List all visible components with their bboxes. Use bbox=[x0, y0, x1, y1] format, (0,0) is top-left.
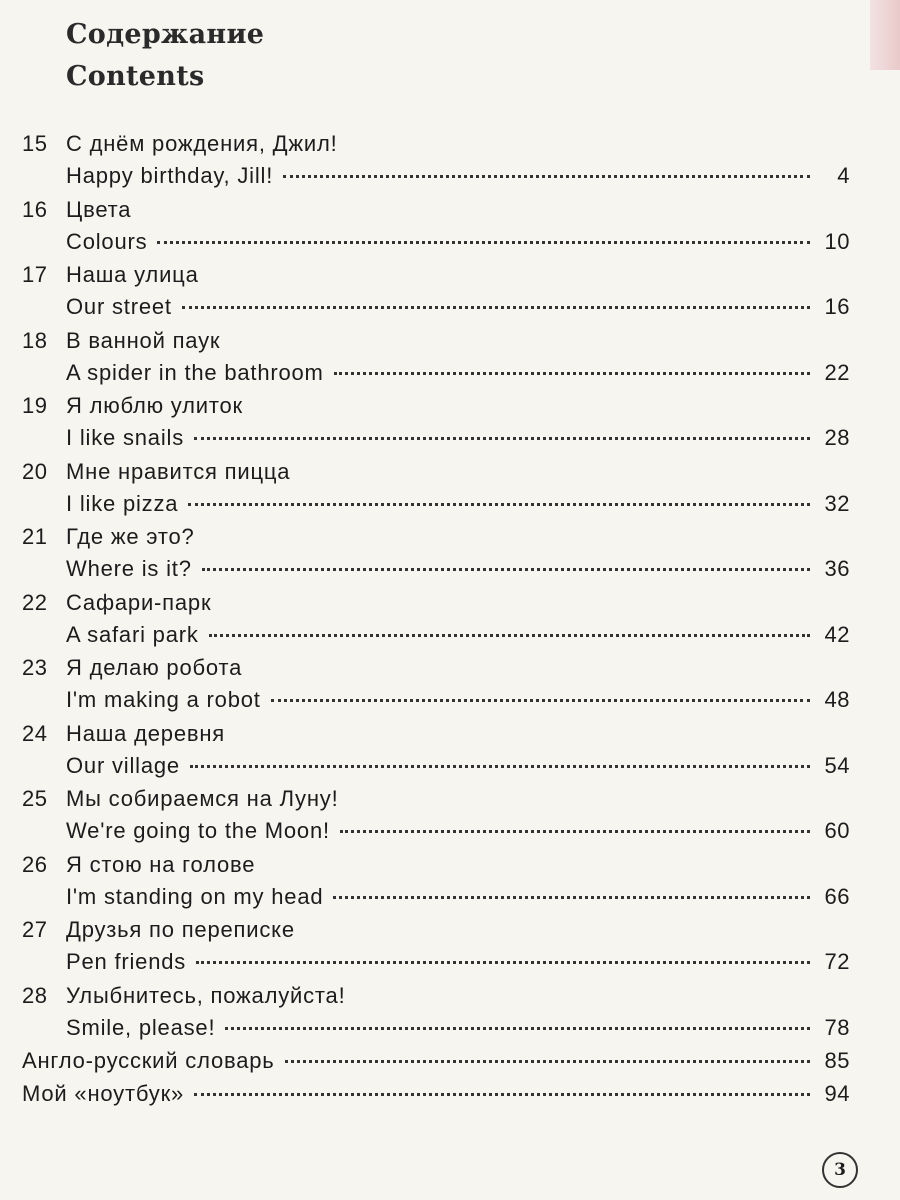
leader-row bbox=[22, 1078, 850, 1110]
unit-number: 17 bbox=[22, 262, 48, 287]
table-of-contents bbox=[0, 128, 900, 1111]
leader-row bbox=[66, 226, 850, 258]
unit-number: 22 bbox=[22, 589, 48, 615]
dot-leader bbox=[196, 961, 810, 964]
dot-leader bbox=[209, 634, 810, 637]
entry-ru-line bbox=[0, 128, 850, 160]
dot-leader bbox=[334, 372, 810, 375]
entry-ru-line bbox=[0, 587, 850, 619]
entry-en-line bbox=[0, 815, 850, 847]
unit-title-en: Colours bbox=[66, 228, 148, 254]
dot-leader bbox=[225, 1027, 810, 1030]
entry-ru-line bbox=[0, 914, 850, 946]
toc-extras bbox=[0, 1045, 900, 1110]
entry-en-line bbox=[0, 357, 850, 389]
unit-page: 10 bbox=[824, 228, 850, 254]
dot-leader bbox=[283, 175, 810, 178]
unit-title-en: We're going to the Moon! bbox=[66, 818, 330, 843]
unit-title-en: I'm making a robot bbox=[66, 687, 261, 712]
unit-title-en: A spider in the bathroom bbox=[66, 359, 324, 385]
extra-line bbox=[0, 1078, 850, 1110]
toc-entry[interactable] bbox=[0, 390, 900, 456]
entry-en-line bbox=[0, 1012, 850, 1044]
leader-row bbox=[66, 291, 850, 323]
unit-title-ru: Я люблю улиток bbox=[66, 393, 243, 418]
entry-en-line bbox=[0, 946, 850, 978]
unit-page: 28 bbox=[824, 425, 850, 450]
entry-en-line bbox=[0, 553, 850, 585]
leader-row bbox=[66, 1012, 850, 1044]
unit-title-ru: Цвета bbox=[66, 196, 132, 222]
unit-title-en: Pen friends bbox=[66, 949, 187, 974]
leader-row bbox=[66, 422, 850, 454]
leader-row bbox=[66, 881, 850, 913]
entry-en-line bbox=[0, 422, 850, 454]
unit-title-en: Smile, please! bbox=[66, 1014, 216, 1040]
unit-page: 32 bbox=[824, 490, 850, 516]
entry-en-line bbox=[0, 881, 850, 913]
toc-entry[interactable] bbox=[0, 456, 900, 522]
extra-title: Мой «ноутбук» bbox=[22, 1081, 185, 1106]
unit-number: 27 bbox=[22, 917, 48, 942]
unit-title-en: Our village bbox=[66, 752, 180, 778]
dot-leader bbox=[182, 306, 810, 309]
unit-number: 24 bbox=[22, 720, 48, 746]
unit-number: 18 bbox=[22, 327, 48, 353]
leader-row bbox=[66, 946, 850, 978]
unit-title-en: I like pizza bbox=[66, 490, 179, 516]
toc-entry[interactable] bbox=[0, 587, 900, 653]
toc-entry[interactable] bbox=[0, 849, 900, 915]
unit-number: 21 bbox=[22, 524, 48, 549]
entry-en-line bbox=[0, 291, 850, 323]
unit-title-en: Happy birthday, Jill! bbox=[66, 163, 274, 188]
dot-leader bbox=[285, 1060, 810, 1063]
extra-line bbox=[0, 1045, 850, 1077]
toc-entry[interactable] bbox=[0, 194, 900, 260]
unit-title-ru: Где же это? bbox=[66, 524, 195, 549]
entry-ru-line bbox=[0, 456, 850, 488]
unit-title-ru: Улыбнитесь, пожалуйста! bbox=[66, 982, 346, 1008]
entry-ru-line bbox=[0, 652, 850, 684]
unit-page: 48 bbox=[824, 687, 850, 712]
unit-number: 26 bbox=[22, 851, 48, 877]
entry-en-line bbox=[0, 619, 850, 651]
leader-row bbox=[66, 553, 850, 585]
dot-leader bbox=[340, 830, 810, 833]
toc-entry[interactable] bbox=[0, 521, 900, 587]
unit-title-ru: Сафари-парк bbox=[66, 589, 212, 615]
unit-title-en: I like snails bbox=[66, 425, 184, 450]
entry-ru-line bbox=[0, 783, 850, 815]
unit-page: 16 bbox=[824, 294, 850, 319]
entry-ru-line bbox=[0, 521, 850, 553]
unit-page: 36 bbox=[824, 556, 850, 581]
unit-title-en: Where is it? bbox=[66, 556, 192, 581]
toc-entry[interactable] bbox=[0, 914, 900, 980]
leader-row bbox=[66, 684, 850, 716]
unit-title-en: A safari park bbox=[66, 621, 199, 647]
unit-page: 78 bbox=[824, 1014, 850, 1040]
leader-row bbox=[66, 815, 850, 847]
unit-title-en: Our street bbox=[66, 294, 172, 319]
toc-entries bbox=[0, 128, 900, 1045]
unit-number: 28 bbox=[22, 982, 48, 1008]
unit-title-en: I'm standing on my head bbox=[66, 883, 324, 909]
leader-row bbox=[66, 619, 850, 651]
page-edge-decoration bbox=[870, 0, 900, 70]
toc-entry[interactable] bbox=[0, 128, 900, 194]
entry-en-line bbox=[0, 684, 850, 716]
entry-ru-line bbox=[0, 718, 850, 750]
unit-page: 54 bbox=[824, 752, 850, 778]
dot-leader bbox=[188, 503, 810, 506]
unit-page: 42 bbox=[824, 621, 850, 647]
dot-leader bbox=[194, 437, 810, 440]
unit-title-ru: Я стою на голове bbox=[66, 851, 256, 877]
toc-entry[interactable] bbox=[0, 259, 900, 325]
page-title bbox=[66, 14, 264, 98]
entry-en-line bbox=[0, 160, 850, 192]
extra-page: 94 bbox=[824, 1081, 850, 1106]
unit-number: 25 bbox=[22, 786, 48, 811]
unit-title-ru: С днём рождения, Джил! bbox=[66, 131, 338, 156]
toc-entry[interactable] bbox=[0, 325, 900, 391]
unit-page: 4 bbox=[837, 163, 850, 188]
dot-leader bbox=[271, 699, 810, 702]
unit-title-ru: Наша деревня bbox=[66, 720, 226, 746]
toc-extra-entry[interactable] bbox=[0, 1045, 900, 1077]
page-number: 3 bbox=[822, 1152, 858, 1188]
dot-leader bbox=[333, 896, 810, 899]
extra-title: Англо-русский словарь bbox=[22, 1048, 275, 1073]
unit-page: 66 bbox=[824, 883, 850, 909]
unit-title-ru: Друзья по переписке bbox=[66, 917, 295, 942]
leader-row bbox=[66, 357, 850, 389]
unit-number: 15 bbox=[22, 131, 48, 156]
dot-leader bbox=[157, 241, 810, 244]
unit-page: 60 bbox=[824, 818, 850, 843]
entry-ru-line bbox=[0, 849, 850, 881]
unit-title-ru: В ванной паук bbox=[66, 327, 221, 353]
unit-title-ru: Мне нравится пицца bbox=[66, 458, 291, 484]
entry-en-line bbox=[0, 226, 850, 258]
toc-entry[interactable] bbox=[0, 652, 900, 718]
unit-number: 23 bbox=[22, 655, 48, 680]
entry-ru-line bbox=[0, 390, 850, 422]
unit-title-ru: Наша улица bbox=[66, 262, 199, 287]
dot-leader bbox=[190, 765, 810, 768]
dot-leader bbox=[194, 1093, 810, 1096]
unit-page: 22 bbox=[824, 359, 850, 385]
extra-page: 85 bbox=[824, 1048, 850, 1073]
toc-entry[interactable] bbox=[0, 980, 900, 1046]
title-ru: Содержание bbox=[66, 19, 265, 50]
toc-extra-entry[interactable] bbox=[0, 1078, 900, 1110]
entry-ru-line bbox=[0, 194, 850, 226]
unit-title-ru: Мы собираемся на Луну! bbox=[66, 786, 339, 811]
toc-entry[interactable] bbox=[0, 718, 900, 784]
entry-en-line bbox=[0, 488, 850, 520]
entry-ru-line bbox=[0, 980, 850, 1012]
entry-ru-line bbox=[0, 325, 850, 357]
leader-row bbox=[66, 750, 850, 782]
unit-number: 19 bbox=[22, 393, 48, 418]
leader-row bbox=[66, 488, 850, 520]
dot-leader bbox=[202, 568, 810, 571]
toc-entry[interactable] bbox=[0, 783, 900, 849]
leader-row bbox=[66, 160, 850, 192]
unit-page: 72 bbox=[824, 949, 850, 974]
title-en: Contents bbox=[66, 61, 205, 92]
entry-en-line bbox=[0, 750, 850, 782]
entry-ru-line bbox=[0, 259, 850, 291]
unit-number: 20 bbox=[22, 458, 48, 484]
unit-number: 16 bbox=[22, 196, 48, 222]
leader-row bbox=[22, 1045, 850, 1077]
unit-title-ru: Я делаю робота bbox=[66, 655, 243, 680]
